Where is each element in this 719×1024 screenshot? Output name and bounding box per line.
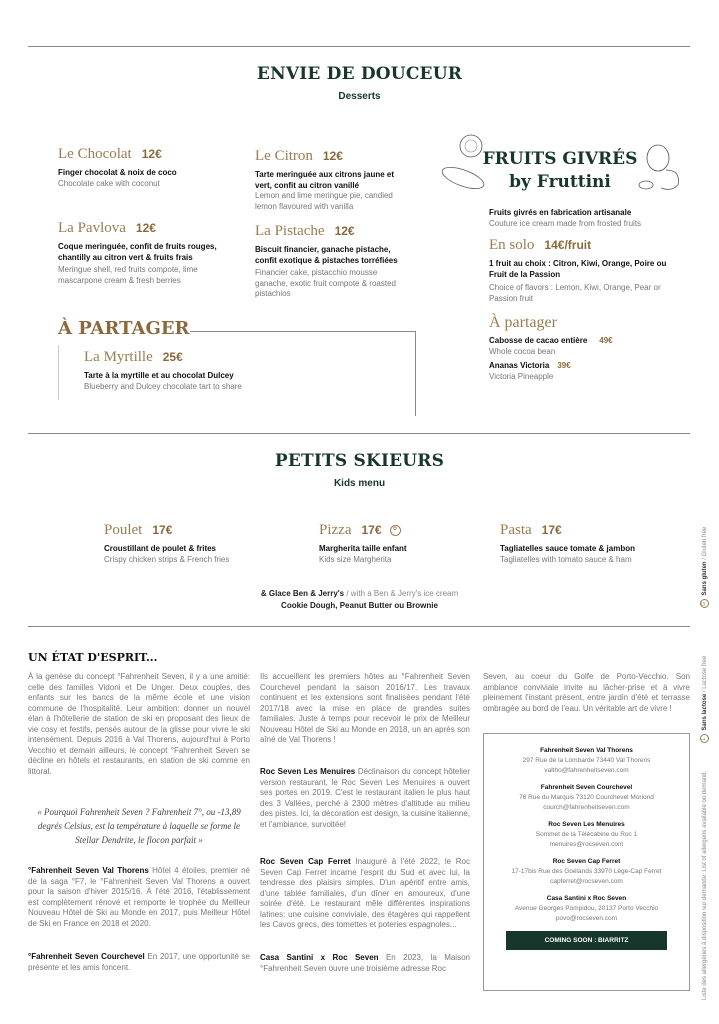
about-val-thorens — [28, 866, 250, 929]
lactose-free-icon: L — [700, 735, 709, 744]
item-name: Le Citron — [255, 148, 313, 164]
gluten-label: Sans gluten — [702, 561, 709, 596]
addresses-box — [483, 733, 690, 991]
desserts-subtitle: Desserts — [338, 91, 381, 102]
address-name: Fahrenheit Seven Courchevel — [540, 784, 633, 791]
fruits-title — [480, 148, 640, 194]
icecream-fr: & Glace Ben & Jerry's — [260, 589, 345, 598]
vegetarian-icon: ✿ — [390, 525, 401, 536]
about-cap-ferret — [260, 857, 470, 931]
item-en: Lemon and lime meringue pie, candied lemon flavoured with vanilla — [255, 191, 393, 211]
dessert-item — [58, 146, 243, 189]
gluten-free-icon: G — [700, 599, 709, 608]
about-menuires — [260, 767, 470, 830]
item-price: 12€ — [334, 224, 355, 238]
item-en: Whole cocoa bean — [489, 346, 556, 356]
para-title: °Fahrenheit Seven Courchevel — [28, 952, 145, 961]
item-name: La Myrtille — [84, 349, 153, 365]
item-en: Choice of flavors : Lemon, Kiwi, Orange, Pear or Passion fruit — [489, 283, 661, 303]
coming-soon-banner: COMING SOON : BIARRITZ — [506, 931, 667, 950]
top-rule — [28, 46, 690, 47]
item-name: Pasta — [500, 522, 532, 538]
item-name: En solo — [489, 237, 535, 253]
address-street: 76 Rue du Marquis 73120 Courchevel Moriond — [519, 794, 654, 801]
address-entry — [492, 746, 681, 776]
address-street: Sommet de la Télécabine du Roc 1 — [535, 831, 638, 838]
about-intro: À la genèse du concept °Fahrenheit Seven, il y a une amitié: celle des familles Vidoni et De Unger. Deux couples, des enfants sur les bancs de la même école et une vision commune de l'hospitalité. Leur ambition: donner un nouvel élan à l'hôtellerie de station de ski en proposant des lieux de vie cosy et festifs, pensés autour de la glisse pour vivre le ski intensément. Depuis 2016 à Val Thorens, aujourd'hui à Porto Vecchio et demain ailleurs, le concept °Fahrenheit Seven se décline en hôtels et restaurants, en station de ski comme en littoral. — [28, 672, 250, 776]
item-name: Pizza — [319, 522, 352, 538]
kids-item — [319, 522, 489, 565]
item-fr: Finger chocolat & noix de coco — [58, 168, 177, 177]
item-price: 12€ — [135, 221, 156, 235]
item-en: Tagliatelles with tomato sauce & ham — [500, 554, 632, 564]
para-title: °Fahrenheit Seven Val Thorens — [28, 866, 149, 875]
about-quote: « Pourquoi Fahrenheit Seven ? Fahrenheit 7°, ou -13,89 degrés Celsius, est la température à laquelle se forme le Stellar Dendrite, le flocon parfait » — [37, 807, 241, 845]
address-entry — [492, 820, 681, 850]
item-price: 14€/fruit — [544, 238, 592, 252]
fruits-section — [489, 203, 669, 382]
address-entry — [492, 894, 681, 924]
item-price: 49€ — [599, 336, 613, 345]
icecream-en: / with a Ben & Jerry's ice cream — [344, 589, 459, 598]
para-title: Roc Seven Les Menuires — [260, 767, 356, 776]
item-fr: Tarte à la myrtille et au chocolat Dulcey — [84, 371, 234, 380]
dessert-item — [58, 220, 238, 286]
item-en: Crispy chicken strips & French fries — [104, 554, 230, 564]
kids-title: PETITS SKIEURS — [274, 451, 445, 471]
fruits-intro-fr: Fruits givrés en fabrication artisanale — [489, 208, 632, 217]
para-title: Roc Seven Cap Ferret — [260, 857, 351, 866]
share-line — [190, 331, 415, 332]
item-name: Le Chocolat — [58, 146, 132, 162]
about-courchevel — [28, 952, 250, 973]
lemon-illustration-icon — [636, 140, 686, 195]
kids-item — [104, 522, 304, 565]
address-name: Roc Seven Cap Ferret — [552, 858, 621, 865]
item-fr: Biscuit financier, ganache pistache, confit exotique & pistaches torréfiées — [255, 245, 398, 265]
address-email[interactable]: valtho@fahrenheitseven.com — [544, 767, 629, 774]
lactose-label: Sans lactose — [702, 693, 709, 731]
item-price: 17€ — [541, 523, 562, 537]
item-price: 12€ — [322, 149, 343, 163]
item-price: 17€ — [152, 523, 173, 537]
share-line — [415, 331, 416, 416]
share-title: À PARTAGER — [58, 318, 190, 339]
about-title: UN ÉTAT D'ESPRIT... — [28, 651, 158, 664]
icecream-flavors: Cookie Dough, Peanut Butter ou Brownie — [281, 601, 438, 610]
dessert-item — [255, 148, 405, 212]
about-casa-santini — [260, 953, 470, 974]
fruits-title-line: FRUITS GIVRÉS — [482, 149, 638, 169]
address-street: Avenue Georges Pompidou, 20137 Porto Vecchio — [514, 905, 659, 912]
item-fr: Margherita taille enfant — [319, 544, 407, 553]
dessert-item — [255, 223, 410, 300]
address-street: 297 Rue de la Lombarde 73440 Val Thorens — [522, 757, 651, 764]
address-email[interactable]: courch@fahrenheitseven.com — [543, 804, 630, 811]
fruits-share-title: À partager — [489, 314, 557, 331]
address-name: Fahrenheit Seven Val Thorens — [540, 747, 633, 754]
kids-subtitle: Kids menu — [333, 478, 386, 489]
about-casa-santini-cont: Seven, au coeur du Golfe de Porto-Vecchio. Son ambiance conviviale invite au lâcher-prise et à vivre pleinement l'instant présent, entre jardin d'été et terrasse ombragée au bord de l'eau. Un véritable art de vivre ! — [483, 672, 690, 713]
item-en: Blueberry and Dulcey chocolate tart to share — [84, 381, 242, 391]
allergen-legend — [700, 527, 709, 1000]
about-courchevel-cont: Ils accueillent les premiers hôtes au °Fahrenheit Seven Courchevel pendant la saison 2016/17. Les travaux continuent et les extensions sont finalisées pendant l'été 2017/18 avec la mise en place de grandes suites familiales. Juste à temps pour recevoir le prix de Meilleur Nouveau Hôtel de Ski au Monde en 2018, un an après son aîné de Val Thorens ! — [260, 672, 470, 744]
item-fr: Tagliatelles sauce tomate & jambon — [500, 544, 636, 553]
item-name: La Pavlova — [58, 220, 126, 236]
item-en: Kids size Margherita — [319, 554, 392, 564]
item-fr: Coque meringuée, confit de fruits rouges, chantilly au citron vert & fruits frais — [58, 242, 217, 262]
para-text: En 2023, la Maison °Fahrenheit Seven ouvre une troisième adresse Roc — [260, 953, 470, 973]
item-price: 17€ — [361, 523, 382, 537]
item-fr: Tarte meringuée aux citrons jaune et vert, confit au citron vanillé — [255, 170, 395, 190]
para-text: Déclinaison du concept hôtelier version restaurant, le Roc Seven Les Menuires a ouvert ses portes en 2019. C'est le restaurant italien le plus haut des 3 Vallées, perché à 2300 mètres d'altitude au milieu des pistes. Ici, la décoration est design, la cuisine italienne, et l'ambiance, survoltée! — [260, 767, 470, 829]
dessert-item — [84, 349, 384, 392]
item-price: 12€ — [141, 147, 162, 161]
address-name: Casa Santini x Roc Seven — [546, 895, 627, 902]
kids-item — [500, 522, 690, 565]
item-price: 25€ — [162, 350, 183, 364]
para-text: Hôtel 4 étoiles, premier né de la saga °F7, le °Fahrenheit Seven Val Thorens a ouvert pour la saison d'hiver 2015/16. À l'été 2016, l'établissement est complètement rénové et remporte le trophée du Meilleur Nouveau Hôtel de Ski au Monde en 2017, puis Meilleur Hôtel de Ski en France en 2018 et 2020. — [28, 866, 250, 928]
section-rule — [28, 433, 690, 434]
para-text: Inauguré à l'été 2022, le Roc Seven Cap Ferret incarne l'esprit du Sud et avec lui, la tendresse des plaisirs simples. D'un apéritif entre amis, d'une tablée familiales, d'un dîner en amoureux, d'une soirée d'été. Le restaurant mêle différentes inspirations latines: une cuisine conviviale, des étagères qui rappellent les Cavos grecs, des tomettes et poteries espagnoles... — [260, 857, 471, 929]
item-en: Financier cake, pistacchio mousse ganache, exotic fruit compote & roasted pistachios — [255, 268, 396, 298]
allergen-note: Liste des allergènes à disposition sur demande. List of allergens available on demand. — [702, 770, 709, 1000]
item-name: La Pistache — [255, 223, 325, 239]
address-email[interactable]: povo@rocseven.com — [555, 915, 618, 922]
item-fr: Croustillant de poulet & frites — [104, 544, 217, 553]
address-name: Roc Seven Les Menuires — [548, 821, 625, 828]
address-street: 17-17bis Rue des Goélands 33970 Lège-Cap Ferret — [511, 868, 662, 875]
item-name: Cabosse de cacao entière — [489, 336, 588, 345]
gluten-en: / Gluten free — [702, 526, 709, 562]
section-rule — [28, 626, 690, 627]
fruits-intro-en: Couture ice cream made from frosted fruits — [489, 218, 642, 228]
address-email[interactable]: menuires@rocseven.com — [549, 841, 624, 848]
item-fr: 1 fruit au choix : Citron, Kiwi, Orange, Poire ou Fruit de la Passion — [489, 259, 667, 279]
item-name: Poulet — [104, 522, 143, 538]
item-name: Ananas Victoria — [489, 361, 550, 370]
para-text: En 2017, une opportunité se présente et les amis foncent. — [28, 952, 250, 972]
address-entry — [492, 783, 681, 813]
item-en: Meringue shell, red fruits compote, lime mascarpone cream & fresh berries — [58, 265, 198, 285]
address-email[interactable]: capferret@rocseven.com — [550, 878, 623, 885]
fruits-title-line: by Fruttini — [509, 172, 611, 192]
icecream-note — [0, 588, 719, 612]
item-price: 39€ — [557, 361, 571, 370]
desserts-title: ENVIE DE DOUCEUR — [256, 64, 463, 84]
item-en: Chocolate cake with coconut — [58, 178, 160, 188]
para-title: Casa Santini x Roc Seven — [260, 953, 379, 962]
lactose-en: / Lactose free — [702, 655, 709, 694]
item-en: Victoria Pineapple — [489, 371, 554, 381]
share-line — [58, 345, 59, 400]
address-entry — [492, 857, 681, 887]
